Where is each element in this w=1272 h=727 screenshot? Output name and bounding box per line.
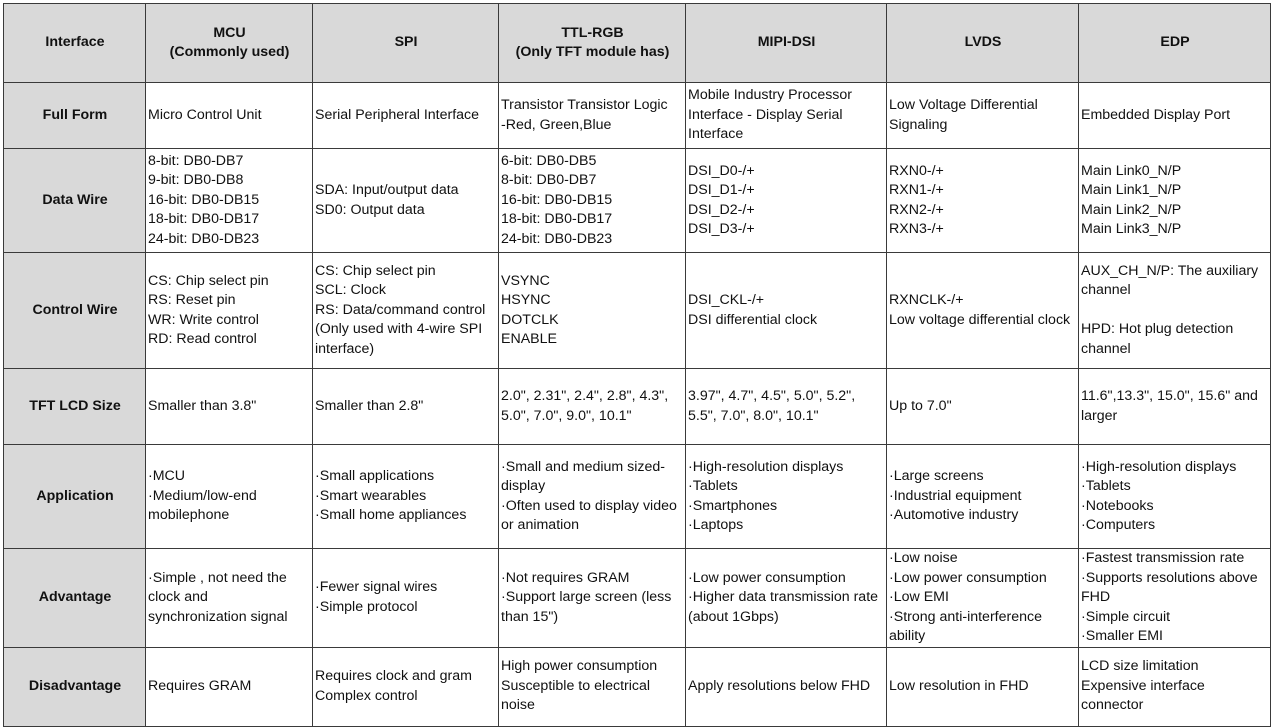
cell-advantage-lvds: ·Low noise ·Low power consumption ·Low EMI ·Strong anti-interference ability bbox=[887, 549, 1079, 648]
cell-full-form-spi: Serial Peripheral Interface bbox=[313, 83, 499, 149]
cell-application-spi: ·Small applications ·Smart wearables ·Small home appliances bbox=[313, 445, 499, 549]
cell-full-form-edp: Embedded Display Port bbox=[1079, 83, 1271, 149]
cell-application-lvds: ·Large screens ·Industrial equipment ·Automotive industry bbox=[887, 445, 1079, 549]
table-row-disadvantage bbox=[4, 647, 1271, 726]
row-header-data-wire: Data Wire bbox=[4, 149, 146, 253]
cell-advantage-mipi-dsi: ·Low power consumption ·Higher data transmission rate (about 1Gbps) bbox=[686, 549, 887, 648]
interface-comparison-table bbox=[3, 3, 1271, 727]
cell-application-edp: ·High-resolution displays ·Tablets ·Notebooks ·Computers bbox=[1079, 445, 1271, 549]
cell-tft-lcd-size-mipi-dsi: 3.97", 4.7", 4.5", 5.0", 5.2", 5.5", 7.0", 8.0", 10.1" bbox=[686, 369, 887, 445]
table-row-data-wire bbox=[4, 149, 1271, 253]
cell-disadvantage-ttl-rgb: High power consumption Susceptible to electrical noise bbox=[499, 647, 686, 726]
column-header-ttl-rgb: TTL-RGB (Only TFT module has) bbox=[499, 4, 686, 83]
cell-data-wire-mipi-dsi: DSI_D0-/+ DSI_D1-/+ DSI_D2-/+ DSI_D3-/+ bbox=[686, 149, 887, 253]
cell-control-wire-edp: AUX_CH_N/P: The auxiliary channel HPD: Hot plug detection channel bbox=[1079, 253, 1271, 369]
cell-full-form-ttl-rgb: Transistor Transistor Logic -Red, Green,Blue bbox=[499, 83, 686, 149]
cell-control-wire-mipi-dsi: DSI_CKL-/+ DSI differential clock bbox=[686, 253, 887, 369]
table-row-control-wire bbox=[4, 253, 1271, 369]
row-header-application: Application bbox=[4, 445, 146, 549]
table-row-advantage bbox=[4, 549, 1271, 648]
row-header-full-form: Full Form bbox=[4, 83, 146, 149]
cell-full-form-lvds: Low Voltage Differential Signaling bbox=[887, 83, 1079, 149]
column-header-lvds: LVDS bbox=[887, 4, 1079, 83]
column-header-mcu: MCU (Commonly used) bbox=[146, 4, 313, 83]
row-header-advantage: Advantage bbox=[4, 549, 146, 648]
cell-control-wire-spi: CS: Chip select pin SCL: Clock RS: Data/command control (Only used with 4-wire SPI interface) bbox=[313, 253, 499, 369]
cell-tft-lcd-size-mcu: Smaller than 3.8" bbox=[146, 369, 313, 445]
row-header-disadvantage: Disadvantage bbox=[4, 647, 146, 726]
cell-application-mcu: ·MCU ·Medium/low-end mobilephone bbox=[146, 445, 313, 549]
cell-full-form-mipi-dsi: Mobile Industry Processor Interface - Display Serial Interface bbox=[686, 83, 887, 149]
cell-data-wire-lvds: RXN0-/+ RXN1-/+ RXN2-/+ RXN3-/+ bbox=[887, 149, 1079, 253]
cell-data-wire-mcu: 8-bit: DB0-DB7 9-bit: DB0-DB8 16-bit: DB0-DB15 18-bit: DB0-DB17 24-bit: DB0-DB23 bbox=[146, 149, 313, 253]
cell-data-wire-edp: Main Link0_N/P Main Link1_N/P Main Link2_N/P Main Link3_N/P bbox=[1079, 149, 1271, 253]
cell-disadvantage-mcu: Requires GRAM bbox=[146, 647, 313, 726]
cell-advantage-spi: ·Fewer signal wires ·Simple protocol bbox=[313, 549, 499, 648]
cell-application-mipi-dsi: ·High-resolution displays ·Tablets ·Smartphones ·Laptops bbox=[686, 445, 887, 549]
cell-tft-lcd-size-edp: 11.6",13.3", 15.0", 15.6" and larger bbox=[1079, 369, 1271, 445]
cell-tft-lcd-size-ttl-rgb: 2.0", 2.31", 2.4", 2.8", 4.3", 5.0", 7.0", 9.0", 10.1" bbox=[499, 369, 686, 445]
header-row bbox=[4, 4, 1271, 83]
cell-disadvantage-edp: LCD size limitation Expensive interface connector bbox=[1079, 647, 1271, 726]
cell-disadvantage-mipi-dsi: Apply resolutions below FHD bbox=[686, 647, 887, 726]
cell-control-wire-ttl-rgb: VSYNC HSYNC DOTCLK ENABLE bbox=[499, 253, 686, 369]
table-row-tft-lcd-size bbox=[4, 369, 1271, 445]
cell-advantage-ttl-rgb: ·Not requires GRAM ·Support large screen (less than 15") bbox=[499, 549, 686, 648]
cell-disadvantage-lvds: Low resolution in FHD bbox=[887, 647, 1079, 726]
row-header-tft-lcd-size: TFT LCD Size bbox=[4, 369, 146, 445]
table-row-application bbox=[4, 445, 1271, 549]
cell-tft-lcd-size-spi: Smaller than 2.8" bbox=[313, 369, 499, 445]
column-header-mipi-dsi: MIPI-DSI bbox=[686, 4, 887, 83]
cell-advantage-edp: ·Fastest transmission rate ·Supports resolutions above FHD ·Simple circuit ·Smaller EMI bbox=[1079, 549, 1271, 648]
column-header-interface: Interface bbox=[4, 4, 146, 83]
table-row-full-form bbox=[4, 83, 1271, 149]
cell-tft-lcd-size-lvds: Up to 7.0" bbox=[887, 369, 1079, 445]
column-header-spi: SPI bbox=[313, 4, 499, 83]
cell-control-wire-mcu: CS: Chip select pin RS: Reset pin WR: Write control RD: Read control bbox=[146, 253, 313, 369]
cell-disadvantage-spi: Requires clock and gram Complex control bbox=[313, 647, 499, 726]
row-header-control-wire: Control Wire bbox=[4, 253, 146, 369]
cell-control-wire-lvds: RXNCLK-/+ Low voltage differential clock bbox=[887, 253, 1079, 369]
cell-full-form-mcu: Micro Control Unit bbox=[146, 83, 313, 149]
column-header-edp: EDP bbox=[1079, 4, 1271, 83]
cell-advantage-mcu: ·Simple , not need the clock and synchronization signal bbox=[146, 549, 313, 648]
cell-data-wire-ttl-rgb: 6-bit: DB0-DB5 8-bit: DB0-DB7 16-bit: DB0-DB15 18-bit: DB0-DB17 24-bit: DB0-DB23 bbox=[499, 149, 686, 253]
cell-application-ttl-rgb: ·Small and medium sized- display ·Often used to display video or animation bbox=[499, 445, 686, 549]
cell-data-wire-spi: SDA: Input/output data SD0: Output data bbox=[313, 149, 499, 253]
